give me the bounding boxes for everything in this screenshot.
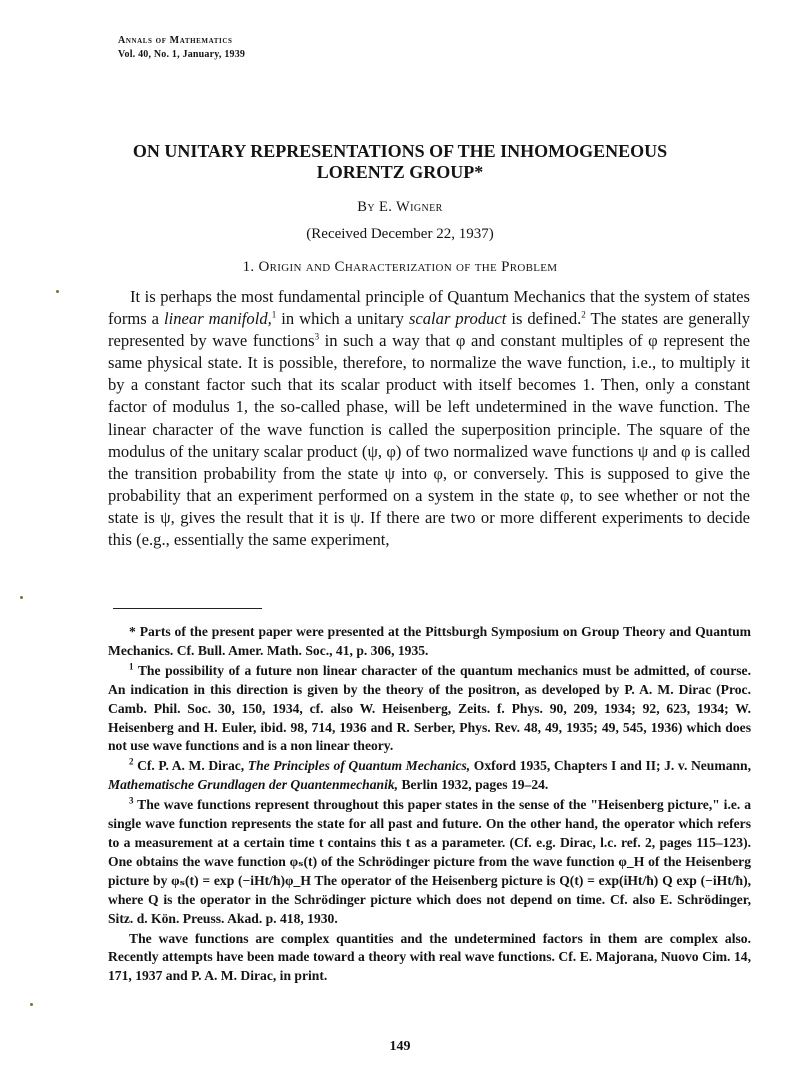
journal-name: Annals of Mathematics: [118, 35, 233, 46]
body-text: [108, 286, 750, 551]
title-line-2: LORENTZ GROUP*: [316, 162, 484, 182]
footnote-1: $^1$ The possibility of a future non linear character of the quantum mechanics must be admitted, of course. An indication in this direction is given by the theory of the positron, as developed by P. A. M. Dirac (Proc. Camb. Phil. Soc. 30, 150, 1934, cf. also W. Heisenberg, Zeits. f. Phys. 90, 209, 1934; 92, 623, 1934; W. Heisenberg and H. Euler, ibid. 98, 714, 1936 and R. Serber, Phys. Rev. 48, 49, 1935; 49, 545, 1936) which does not use wave functions and is a non linear theory.: [108, 661, 751, 754]
footnote-rule: [113, 608, 262, 609]
body-paragraph: It is perhaps the most fundamental principle of Quantum Mechanics that the system of states forms a linear manifold,$^1$ in which a unitary scalar product is defined.$^2$ The states are generally represented by wave functions$^3$ in such a way that φ and constant multiples of φ represent the same physical state. It is possible, therefore, to normalize the wave function, i.e., to multiply it by a constant factor such that its scalar product with itself becomes 1. Then, only a constant factor of modulus 1, the so-called phase, will be left undetermined in the wave function. The linear character of the wave function is called the superposition principle. The square of the modulus of the unitary scalar product (ψ, φ) of two normalized wave functions ψ and φ is called the transition probability from the state ψ into φ, or conversely. This is supposed to give the probability that an experiment performed on a system in the state φ, to see whether or not the state is ψ, gives the result that it is ψ. If there are two or more different experiments to decide this (e.g., essentially the same experiment,: [108, 287, 751, 550]
section-heading: 1. Origin and Characterization of the Problem: [242, 259, 558, 275]
footnote-3-continued: The wave functions are complex quantities and the undetermined factors in them are complex also. Recently attempts have been made toward a theory with real wave functions. Cf. E. Majorana, Nuovo Cim. 14, 171, 1937 and P. A. M. Dirac, in print.: [108, 930, 751, 984]
footnote-2: $^2$ Cf. P. A. M. Dirac, The Principles of Quantum Mechanics, Oxford 1935, Chapters I and II; J. v. Neumann, Mathematische Grundlagen der Quantenmechanik, Berlin 1932, pages 19–24.: [108, 756, 752, 793]
footnote-star: * Parts of the present paper were presented at the Pittsburgh Symposium on Group Theory and Quantum Mechanics. Cf. Bull. Amer. Math. Soc., 41, p. 306, 1935.: [108, 624, 751, 658]
scan-speck: [30, 1003, 33, 1006]
paper-title: [110, 141, 690, 183]
journal-volume: Vol. 40, No. 1, January, 1939: [118, 49, 246, 60]
author-byline: By E. Wigner: [357, 199, 443, 215]
received-date: (Received December 22, 1937): [306, 226, 494, 242]
journal-header: [118, 34, 245, 62]
scan-speck: [20, 596, 23, 599]
page-number: 149: [389, 1039, 411, 1054]
title-line-1: ON UNITARY REPRESENTATIONS OF THE INHOMOGENEOUS: [132, 141, 668, 161]
footnote-3: $^3$ The wave functions represent throughout this paper states in the sense of the "Heisenberg picture," i.e. a single wave function represents the state for all past and future. On the other hand, the operator which refers to a measurement at a certain time t contains this t as a parameter. (Cf. e.g. Dirac, l.c. ref. 2, pages 115–123). One obtains the wave function φₛ(t) of the Schrödinger picture from the wave function φ_H of the Heisenberg picture by φₛ(t) = exp (−iHt/ħ)φ_H The operator of the Heisenberg picture is Q(t) = exp(iHt/ħ) Q exp (−iHt/ħ), where Q is the operator in the Schrödinger picture which does not depend on time. Cf. also E. Schrödinger, Sitz. d. Kön. Preuss. Akad. p. 418, 1930.: [108, 795, 751, 926]
footnotes: [108, 623, 751, 987]
scan-speck: [56, 290, 59, 293]
